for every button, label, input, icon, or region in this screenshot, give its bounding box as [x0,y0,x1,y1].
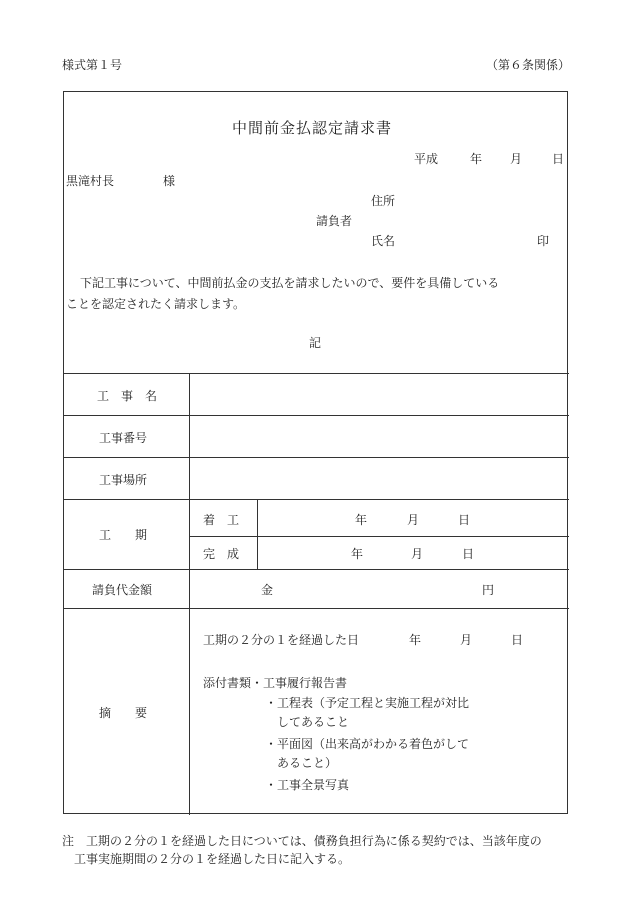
half-date-day: 日 [511,633,524,647]
date-month: 月 [510,152,523,166]
form-title: 中間前金払認定請求書 [232,119,393,137]
period-end-year: 年 [351,547,364,561]
contract-amount-label: 請負代金額 [92,583,153,597]
divider-row3 [64,499,569,500]
date-era: 平成 [414,152,439,166]
name-label: 氏名 [371,234,396,248]
period-start-year: 年 [355,513,368,527]
form-number: 様式第１号 [62,58,123,72]
addressee-name: 黒滝村長 [66,174,115,188]
contract-amount-yen: 円 [482,583,495,597]
period-start-month: 月 [407,513,420,527]
construction-site-label: 工事場所 [99,473,148,487]
attachment-item: ・工事全景写真 [265,778,350,792]
attachment-item: ・工程表（予定工程と実施工程が対比 [265,696,470,710]
footnote-line1: 注 工期の２分の１を経過した日については、債務負担行為に係る契約では、当該年度の [62,834,542,848]
half-date-label: 工期の２分の１を経過した日 [203,633,360,647]
attachment-item-cont: あること） [277,756,338,770]
divider-label-column [189,373,190,815]
divider-header-table [64,373,569,374]
half-date-year: 年 [409,633,422,647]
article-reference: （第６条関係） [486,58,571,72]
attachments-label: 添付書類・工事履行報告書 [203,676,348,690]
footnote-line2: 工事実施期間の２分の１を経過した日に記入する。 [74,852,351,866]
divider-row2 [64,457,569,458]
divider-period-column [257,499,258,569]
period-end-day: 日 [462,547,475,561]
contract-amount-kin: 金 [261,583,274,597]
divider-row5 [64,608,569,609]
summary-label: 摘 要 [99,706,148,720]
date-year: 年 [470,152,483,166]
period-start-day: 日 [458,513,471,527]
period-start-label: 着 工 [203,513,240,527]
period-label: 工 期 [99,528,148,542]
period-end-month: 月 [411,547,424,561]
divider-period-mid [189,536,569,537]
address-label: 住所 [371,194,396,208]
seal-mark: 印 [537,234,550,248]
attachment-item: ・平面図（出来高がわかる着色がして [265,737,470,751]
attachment-item-cont: してあること [277,715,350,729]
contractor-label: 請負者 [316,214,353,228]
construction-name-label: 工 事 名 [97,389,158,403]
divider-row1 [64,415,569,416]
construction-number-label: 工事番号 [99,431,148,445]
date-day: 日 [552,152,565,166]
period-end-label: 完 成 [203,547,240,561]
body-text-line2: ことを認定されたく請求します。 [66,297,246,311]
half-date-month: 月 [460,633,473,647]
body-text-line1: 下記工事について、中間前払金の支払を請求したいので、要件を具備している [80,276,500,290]
ki-label: 記 [309,336,322,350]
addressee-honorific: 様 [163,174,176,188]
divider-row4 [64,569,569,570]
